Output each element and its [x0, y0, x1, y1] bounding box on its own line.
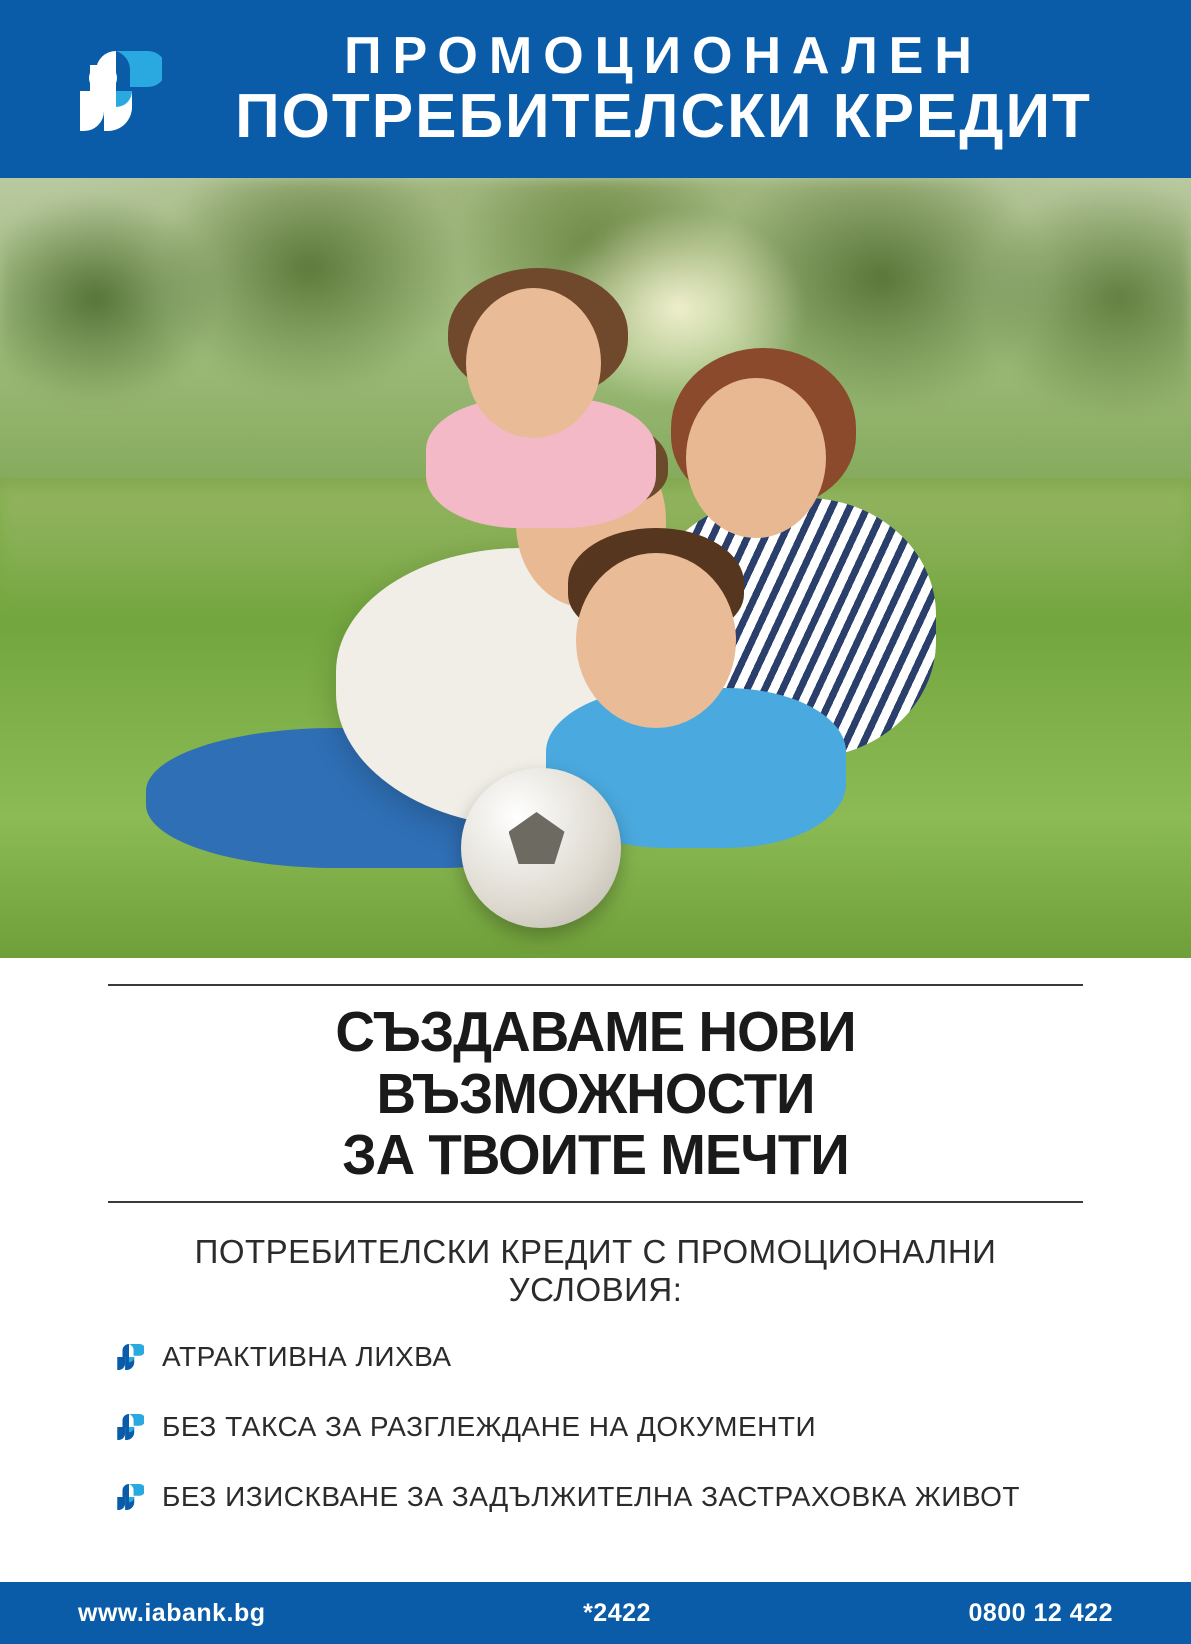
- hero-photo: [0, 178, 1191, 958]
- hero-football: [461, 768, 621, 928]
- bullet-logo-icon: [114, 1412, 144, 1442]
- bullet-logo-icon: [114, 1342, 144, 1372]
- subheadline: ПОТРЕБИТЕЛСКИ КРЕДИТ С ПРОМОЦИОНАЛНИ УСЛОВИЯ:: [194, 1232, 997, 1308]
- benefits-list: [108, 1341, 1083, 1513]
- footer-short-number[interactable]: *2422: [583, 1598, 651, 1627]
- list-item-label: БЕЗ ИЗИСКВАНЕ ЗА ЗАДЪЛЖИТЕЛНА ЗАСТРАХОВКА ЖИВОТ: [162, 1480, 1021, 1512]
- header-title-line1: ПРОМОЦИОНАЛЕН: [344, 26, 983, 85]
- list-item-label: АТРАКТИВНА ЛИХВА: [162, 1340, 452, 1372]
- poster-body: [0, 958, 1191, 1582]
- footer-website[interactable]: www.iabank.bg: [78, 1598, 266, 1627]
- hero-family-group: [216, 278, 976, 938]
- hero-mother-head: [686, 378, 826, 538]
- list-item: [114, 1411, 1083, 1443]
- hero-boy-head: [576, 553, 736, 728]
- list-item: [114, 1481, 1083, 1513]
- header-title-line2: ПОТРЕБИТЕЛСКИ КРЕДИТ: [235, 81, 1092, 151]
- headline-line2: ЗА ТВОИТЕ МЕЧТИ: [342, 1123, 849, 1188]
- list-item: [114, 1341, 1083, 1373]
- footer-phone[interactable]: 0800 12 422: [968, 1598, 1113, 1627]
- poster-header: [0, 0, 1191, 178]
- headline-line1: СЪЗДАВАМЕ НОВИ ВЪЗМОЖНОСТИ: [335, 1000, 856, 1126]
- bank-logo-icon: [70, 45, 162, 137]
- list-item-label: БЕЗ ТАКСА ЗА РАЗГЛЕЖДАНЕ НА ДОКУМЕНТИ: [162, 1410, 817, 1442]
- header-title-group: [186, 26, 1191, 151]
- headline: [128, 986, 1064, 1201]
- poster-footer: [0, 1582, 1191, 1644]
- bullet-logo-icon: [114, 1482, 144, 1512]
- hero-girl-head: [466, 288, 601, 438]
